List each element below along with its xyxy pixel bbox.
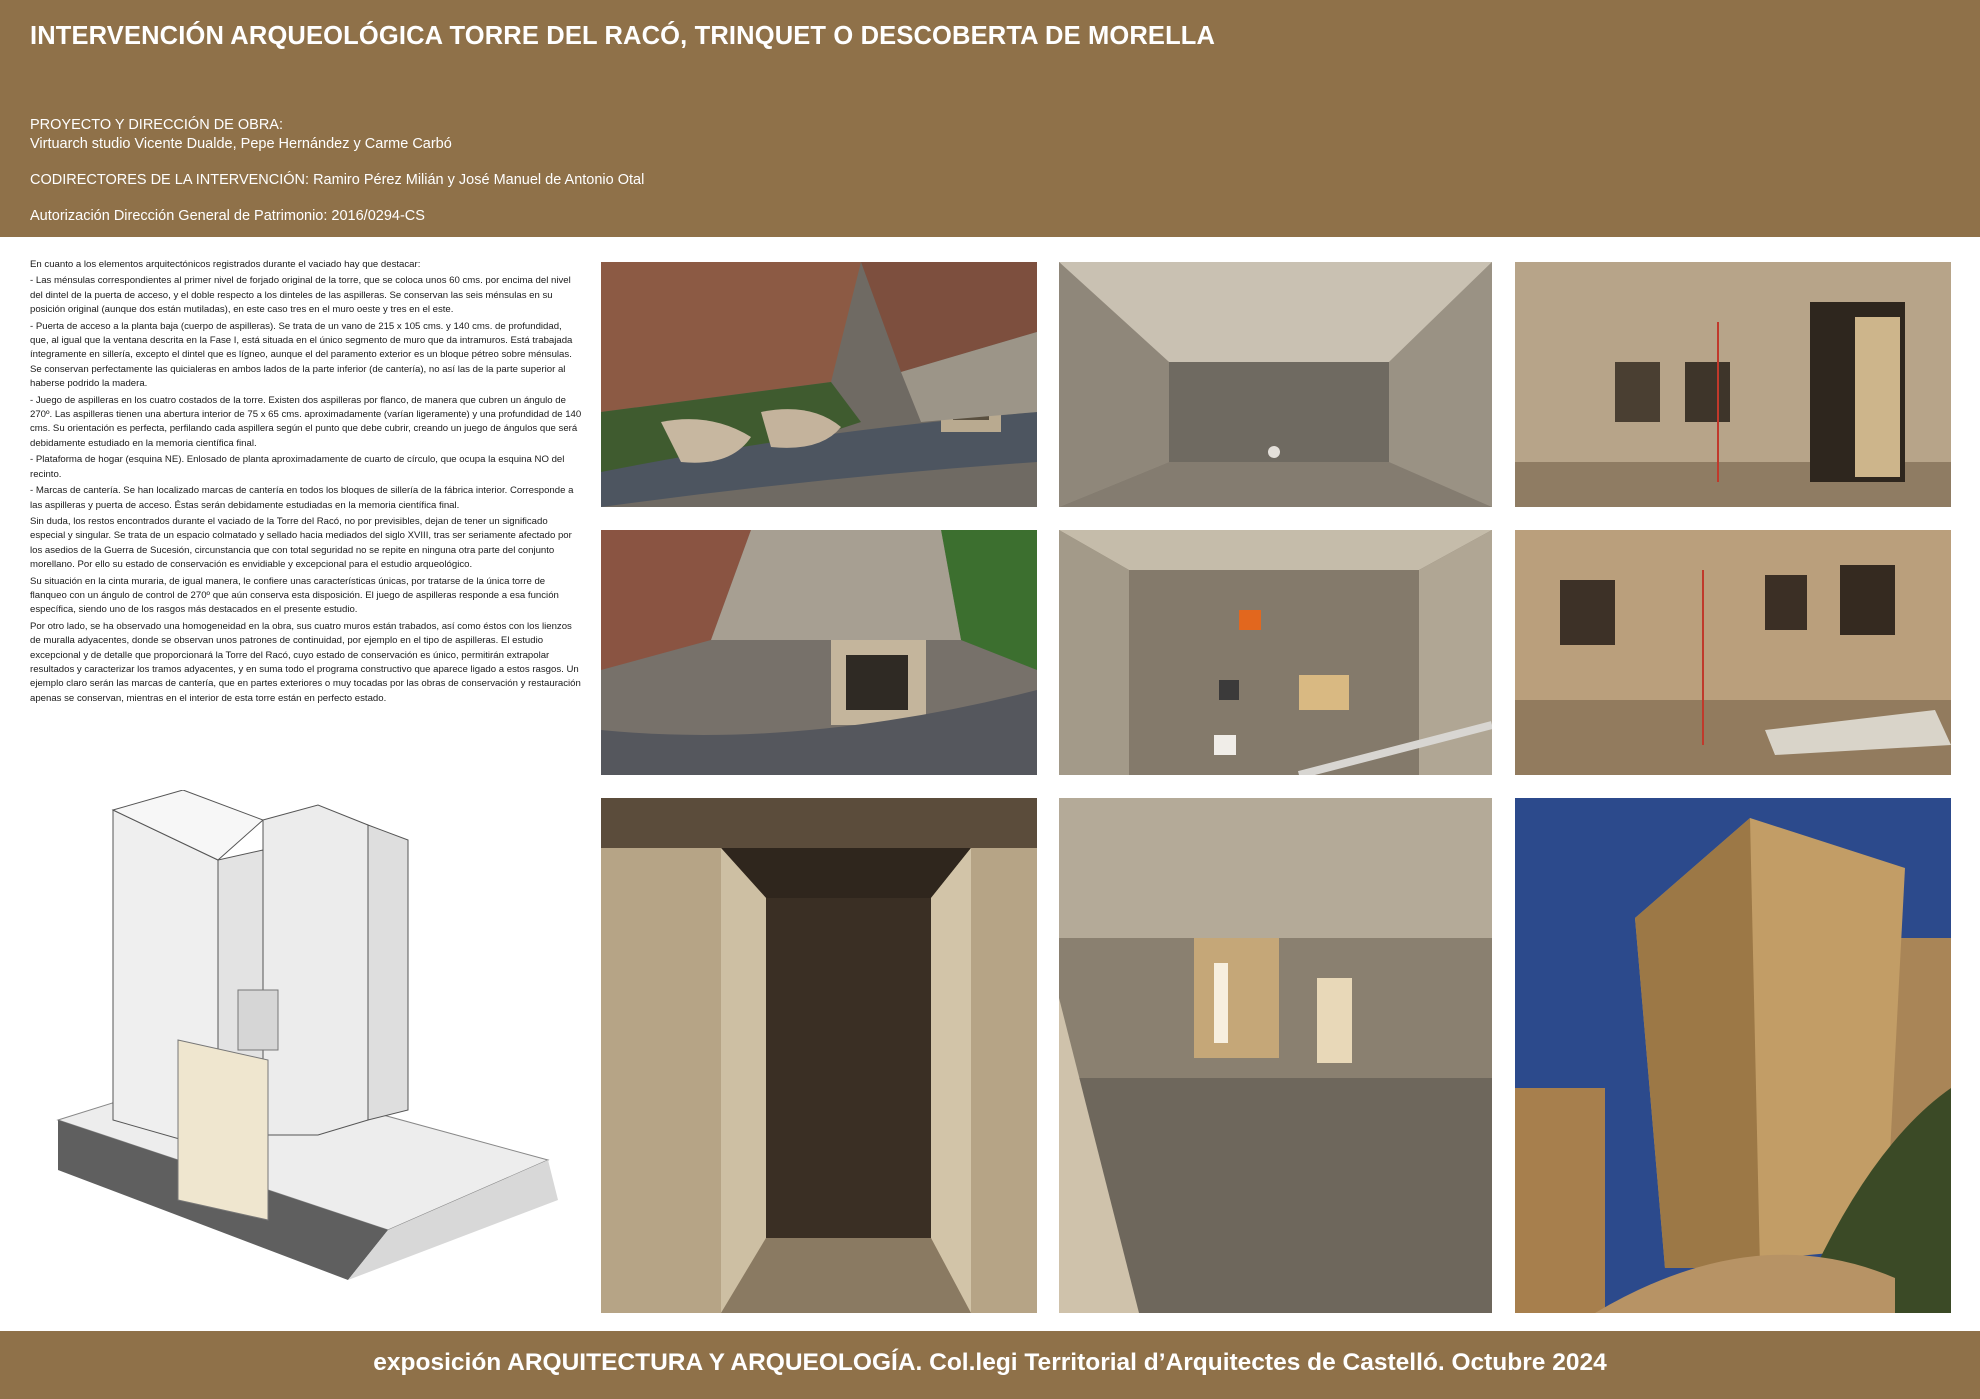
body-text xyxy=(30,258,582,708)
body-paragraph: Su situación en la cinta muraria, de igual manera, le confiere unas características únicas, por tratarse de la única torre de flanqueo con un ángulo de control de 270º que aún conserva esta disposición. El juego de aspilleras responde a esa función específica, siendo uno de los rasgos más destacados en el presente estudio. xyxy=(30,575,559,616)
body-paragraph: - Las ménsulas correspondientes al primer nivel de forjado original de la torre, que se coloca unos 60 cms. por encima del nivel del dintel de la puerta de acceso, y el doble respecto a los dinteles de las aspilleras. Se conservan las seis ménsulas en su posición original (aunque dos están mutiladas), en este caso tres en el muro oeste y tres en el este. xyxy=(30,275,571,316)
tower-exterior-photo xyxy=(1515,798,1951,1313)
tower-interior-door-photo xyxy=(1515,262,1951,507)
header-band xyxy=(0,0,1980,237)
authorization: Autorización Dirección General de Patrimonio: 2016/0294-CS xyxy=(30,208,425,224)
door-passage-photo xyxy=(601,798,1037,1313)
body-paragraph: - Plataforma de hogar (esquina NE). Enlosado de planta aproximadamente de cuarto de círculo, que ocupa la esquina NO del recinto. xyxy=(30,454,565,480)
tower-interior-overhead-photo xyxy=(1059,262,1492,507)
project-label: PROYECTO Y DIRECCIÓN DE OBRA: xyxy=(30,117,283,133)
body-paragraph: - Juego de aspilleras en los cuatro costados de la torre. Existen dos aspilleras por flanco, de manera que cubren un ángulo de 270º. Las aspilleras tienen una abertura interior de 75 x 65 cms. aproximadamente (varían ligeramente) y una profundidad de 140 cms. Su orientación es perfecta, perfilando cada aspillera según el punto que debe cubrir, creando un juego de ángulos que será debidamente estudiado en la memoria científica final. xyxy=(30,394,582,449)
body-paragraph: - Puerta de acceso a la planta baja (cuerpo de aspilleras). Se trata de un vano de 215 x 105 cms. y 140 cms. de profundidad, que, al igual que la ventana descrita en la Fase I, está situada en el único segmento de muro que da intramuros. Está trabajada íntegramente en sillería, excepto el dintel que es lígneo, aunque el del paramento exterior es un bloque pétreo sobre ménsulas. Se conservan perfectamente las quicialeras en ambos lados de la parte inferior (de cantería), no así las de la parte superior al haberse podrido la madera. xyxy=(30,320,573,390)
page-title: INTERVENCIÓN ARQUEOLÓGICA TORRE DEL RACÓ, TRINQUET O DESCOBERTA DE MORELLA xyxy=(30,22,1216,50)
excavation-overhead-photo xyxy=(1059,530,1492,775)
body-paragraph: Sin duda, los restos encontrados durante el vaciado de la Torre del Racó, no por previsibles, dejan de tener un significado especial y singular. Se trata de un espacio colmatado y sellado hacia mediados del siglo XVIII, tras ser seriamente afectado por los asedios de la Guerra de Sucesión, circunstancia que con total seguridad no se repite en ninguna otra parte del conjunto morellano. Por ello su estado de conservación es envidiable y excepcional para el estudio arqueológico. xyxy=(30,515,572,571)
aerial-photo-tower xyxy=(601,530,1037,775)
footer-text: ARQUITECTURA Y ARQUEOLOGÍA. Col.legi Territorial d’Arquitectes de Castelló. Octubre 2024 xyxy=(501,1349,1607,1376)
body-paragraph: Por otro lado, se ha observado una homogeneidad en la obra, sus cuatro muros están trabados, así como éstos con los lienzos de muralla adyacentes, donde se observan unos patrones de continuidad, por ejemplo en el tipo de aspilleras. El estudio excepcional y de detalle que proporcionará la Torre del Racó, cuyo estado de conservación es único, permitirán extrapolar resultados y caracterizar los tramos adyacentes, y en suma todo el programa constructivo que aparece ligado a estos rasgos. Un ejemplo claro serán las marcas de cantería, que en partes exteriores o muy tocadas por las obras de conservación y restauración apenas se conservan, mientras en el interior de esta torre están en perfecto estado. xyxy=(30,620,581,704)
body-paragraph: - Marcas de cantería. Se han localizado marcas de cantería en todos los bloques de sillería de la fábrica interior. Corresponde a las aspilleras y puerta de acceso. Éstas serán debidamente estudiadas en la memoria científica final. xyxy=(30,485,574,511)
axonometric-section-drawing xyxy=(48,790,588,1310)
loophole-window-photo xyxy=(1059,798,1492,1313)
tower-interior-loopholes-photo xyxy=(1515,530,1951,775)
footer-lead: exposición xyxy=(373,1349,502,1376)
aerial-photo-town xyxy=(601,262,1037,507)
project-value: Virtuarch studio Vicente Dualde, Pepe Hernández y Carme Carbó xyxy=(30,136,452,152)
codirectors: CODIRECTORES DE LA INTERVENCIÓN: Ramiro Pérez Milián y José Manuel de Antonio Otal xyxy=(30,172,645,188)
body-paragraph: En cuanto a los elementos arquitectónicos registrados durante el vaciado hay que destacar: xyxy=(30,259,421,270)
footer-band xyxy=(0,1331,1980,1399)
